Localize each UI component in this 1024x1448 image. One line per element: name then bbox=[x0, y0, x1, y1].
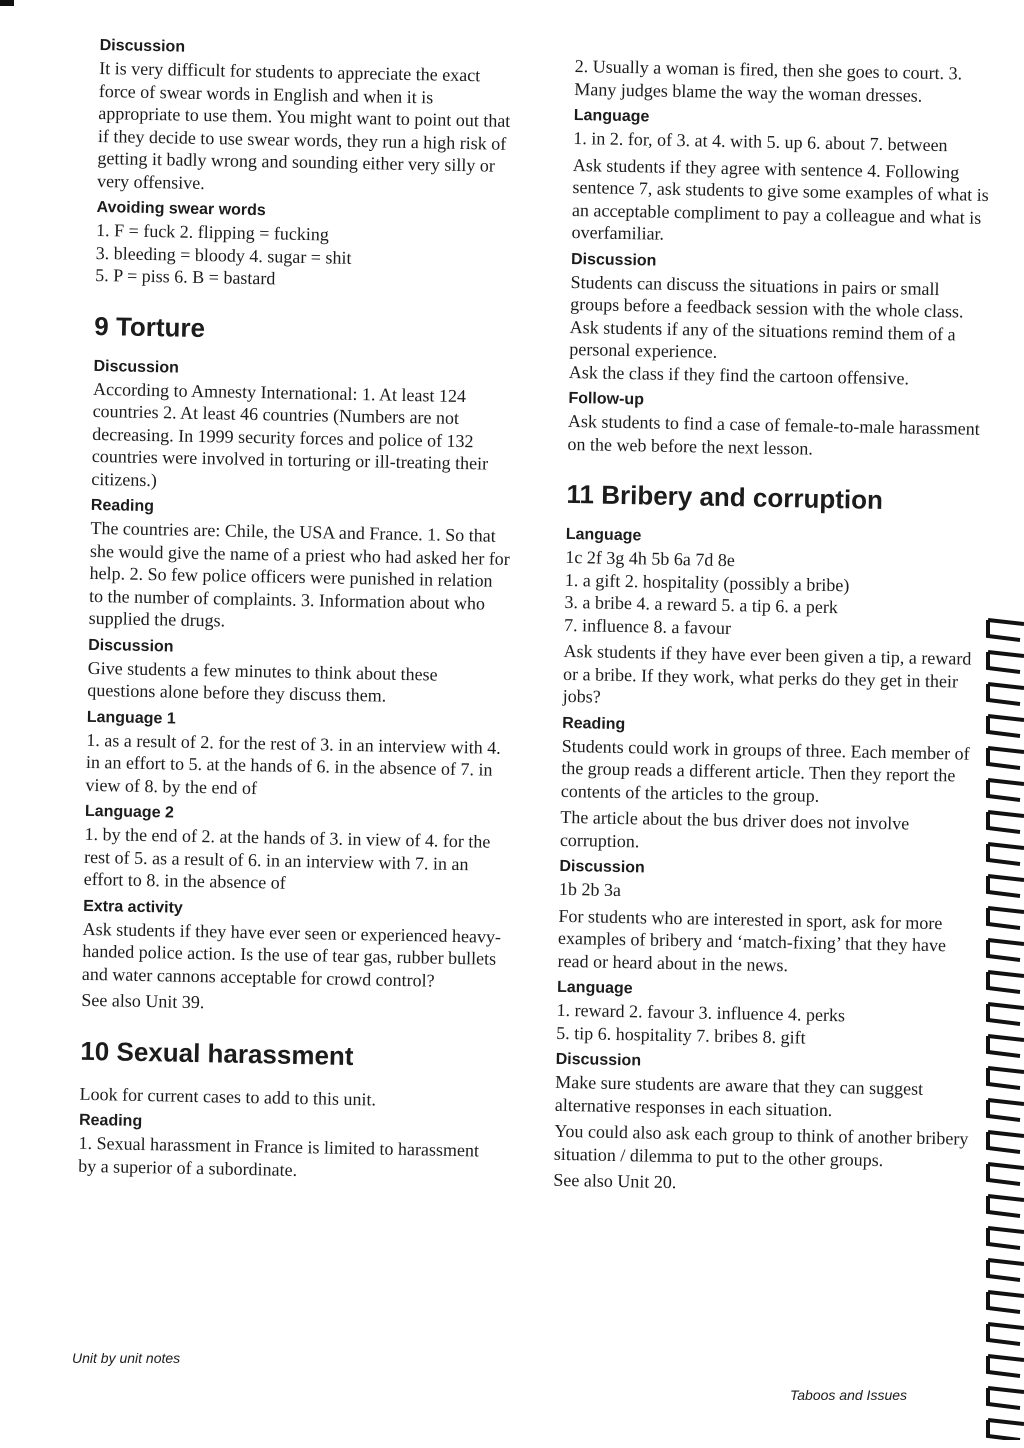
subheading: Extra activity bbox=[83, 897, 183, 917]
spiral-loop bbox=[988, 716, 1024, 736]
footer-right: Taboos and Issues bbox=[790, 1387, 908, 1403]
spiral-loop bbox=[988, 1164, 1024, 1184]
footer-left: Unit by unit notes bbox=[72, 1350, 181, 1366]
subheading: Discussion bbox=[570, 250, 657, 270]
subheading: Discussion bbox=[99, 36, 186, 56]
paragraph: You could also ask each group to think of another bribery situation / dilemma to put to the other groups. bbox=[553, 1120, 969, 1170]
paragraph: 1. in 2. for, of 3. at 4. with 5. up 6. about 7. between bbox=[573, 127, 948, 156]
subheading: Avoiding swear words bbox=[96, 198, 266, 220]
paragraph: 1. Sexual harassment in France is limited to harassment by a superior of a subordinate. bbox=[78, 1132, 480, 1180]
paragraph: 2. Usually a woman is fired, then she goes to court. 3. Many judges blame the way the woman dresses. bbox=[574, 55, 963, 106]
paragraph: 1. F = fuck 2. flipping = fucking 3. bleeding = bloody 4. sugar = shit 5. P = piss 6. B = bastard bbox=[95, 219, 352, 289]
section-heading: 10 Sexual harassment bbox=[80, 1035, 354, 1071]
paragraph: It is very difficult for students to appreciate the exact force of swear words in English and when it is appropriate to use them. You might want to point out that if they decide to use swear words, they run a high risk of getting it badly wrong and sounding either very silly or very offensive. bbox=[96, 57, 511, 193]
subheading: Discussion bbox=[93, 357, 180, 377]
paragraph: Ask students if they have ever seen or experienced heavy-handed police action. Is the use of tear gas, rubber bullets and water cannons acceptable for crowd control? bbox=[81, 918, 502, 991]
subheading: Follow-up bbox=[568, 389, 645, 409]
subheading: Reading bbox=[562, 714, 626, 733]
paragraph: 1. reward 2. favour 3. influence 4. perks 5. tip 6. hospitality 7. bribes 8. gift bbox=[556, 999, 846, 1048]
spiral-loop bbox=[988, 1292, 1024, 1312]
spiral-loop bbox=[988, 876, 1024, 896]
spiral-loop bbox=[988, 748, 1024, 768]
paragraph: Ask students if they agree with sentence 4. Following sentence 7, ask students to give some examples of what is an acceptable compliment to pay a colleague and what is overfamiliar. bbox=[571, 154, 990, 244]
paragraph: See also Unit 20. bbox=[553, 1169, 677, 1193]
right-column bbox=[553, 55, 995, 1203]
spiral-loop bbox=[988, 1036, 1024, 1056]
spiral-loop bbox=[988, 844, 1024, 864]
paragraph: Make sure students are aware that they can suggest alternative responses in each situation. bbox=[554, 1071, 924, 1120]
paragraph: For students who are interested in sport, ask for more examples of bribery and ‘match-fixing’ that they have read or heard about in the news. bbox=[557, 905, 947, 975]
subheading: Language 1 bbox=[86, 708, 176, 728]
subheading: Discussion bbox=[88, 636, 174, 656]
paragraph: 1b 2b 3a bbox=[558, 878, 622, 901]
spiral-loop bbox=[988, 1356, 1024, 1376]
spiral-loop bbox=[988, 908, 1024, 928]
spiral-loop bbox=[988, 1132, 1024, 1152]
spiral-loop bbox=[988, 1196, 1024, 1216]
spiral-loop bbox=[988, 1324, 1024, 1344]
subheading: Discussion bbox=[559, 857, 645, 877]
spiral-loop bbox=[988, 1068, 1024, 1088]
left-column bbox=[78, 30, 520, 1189]
subheading: Language bbox=[565, 525, 642, 545]
spiral-loop bbox=[988, 1228, 1024, 1248]
spiral-binding bbox=[984, 610, 1024, 1440]
section-heading: 11 Bribery and corruption bbox=[566, 478, 884, 515]
paragraph: 1c 2f 3g 4h 5b 6a 7d 8e 1. a gift 2. hospitality (possibly a bribe) 3. a bribe 4. a reward 5. a tip 6. a perk 7. influence 8. a favour bbox=[563, 546, 850, 638]
spiral-loop bbox=[988, 620, 1024, 640]
paragraph: 1. as a result of 2. for the rest of 3. in an interview with 4. in an effort to 5. at the hands of 6. in the absence of 7. in view of 8. by the end of bbox=[85, 729, 501, 798]
paragraph: Ask students to find a case of female-to-male harassment on the web before the next lesson. bbox=[567, 410, 980, 459]
section-heading: 9 Torture bbox=[94, 310, 206, 343]
spiral-loop bbox=[988, 1004, 1024, 1024]
spiral-loop bbox=[988, 940, 1024, 960]
spiral-loop bbox=[988, 652, 1024, 672]
paragraph: 1. by the end of 2. at the hands of 3. in view of 4. for the rest of 5. as a result of 6. in an interview with 7. in an effort to 8. in the absence of bbox=[83, 823, 491, 893]
paragraph: Look for current cases to add to this unit. bbox=[79, 1083, 377, 1109]
paragraph: The article about the bus driver does not involve corruption. bbox=[559, 806, 910, 851]
spiral-loop bbox=[988, 780, 1024, 800]
spiral-loop bbox=[988, 684, 1024, 704]
paragraph: According to Amnesty International: 1. At least 124 countries 2. At least 46 countries (Numbers are not decreasing. In 1999 security forces and police of 132 countries were involved in torturing or ill-treating their citizens.) bbox=[91, 378, 489, 490]
subheading: Reading bbox=[78, 1111, 143, 1131]
spiral-loop bbox=[988, 812, 1024, 832]
subheading: Reading bbox=[90, 496, 155, 516]
paragraph: The countries are: Chile, the USA and France. 1. So that she would give the name of a priest who had asked her for help. 2. So few police officers were punished in relation to the number of complaints. 3. Information about who supplied the drugs. bbox=[88, 517, 510, 631]
paragraph: Students could work in groups of three. Each member of the group reads a different article. Then they report the contents of the articles to the group. bbox=[560, 735, 970, 806]
spiral-loop bbox=[988, 1388, 1024, 1408]
spiral-loop bbox=[988, 1100, 1024, 1120]
spiral-loop bbox=[988, 972, 1024, 992]
paragraph: See also Unit 39. bbox=[81, 989, 205, 1013]
subheading: Language 2 bbox=[84, 802, 175, 822]
subheading: Language bbox=[556, 978, 633, 998]
paragraph: Students can discuss the situations in pairs or small groups before a feedback session with the whole class. Ask students if any of the situations remind them of a personal experience. Ask the class if they find the cartoon offensive. bbox=[568, 271, 964, 388]
subheading: Language bbox=[573, 106, 650, 126]
subheading: Discussion bbox=[555, 1050, 642, 1070]
spiral-loop bbox=[988, 1420, 1024, 1440]
scan-corner-mark bbox=[0, 0, 14, 6]
spiral-loop bbox=[988, 1260, 1024, 1280]
paragraph: Ask students if they have ever been given a tip, a reward or a bribe. If they work, what perks do they get in their jobs? bbox=[562, 640, 972, 707]
paragraph: Give students a few minutes to think about these questions alone before they discuss them. bbox=[87, 657, 438, 706]
